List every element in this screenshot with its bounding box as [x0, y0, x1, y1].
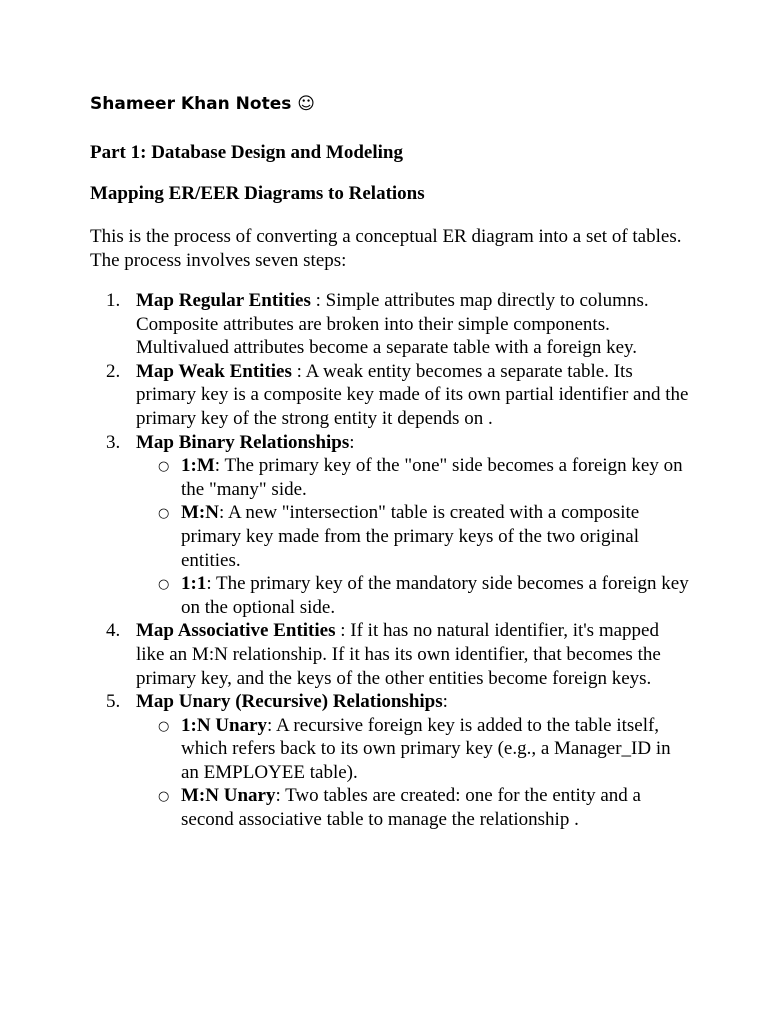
- section-heading: Mapping ER/EER Diagrams to Relations: [90, 183, 425, 204]
- circle-bullet-icon: ○: [158, 789, 170, 805]
- sub-item: [136, 714, 690, 785]
- step-number: 4.: [106, 620, 121, 642]
- sub-text: : The primary key of the "one" side becomes a foreign key on the "many" side.: [181, 455, 683, 500]
- circle-bullet-icon: ○: [158, 506, 170, 522]
- sub-text: : The primary key of the mandatory side becomes a foreign key on the optional side.: [181, 573, 689, 618]
- sub-item: [136, 501, 690, 572]
- step-number: 3.: [106, 431, 121, 453]
- step-item: [90, 431, 690, 620]
- sub-label: 1:M: [181, 455, 215, 477]
- step-text: : A weak entity becomes a separate table. Its primary key is a composite key made of its own partial identifier and the primary key of the strong entity it depends on .: [136, 360, 689, 429]
- step-item: [90, 690, 690, 832]
- sub-text: : A recursive foreign key is added to the table itself, which refers back to its own primary key (e.g., a Manager_ID in an EMPLOYEE table).: [181, 714, 671, 783]
- sub-label: 1:1: [181, 573, 207, 595]
- sub-list: [136, 714, 690, 832]
- step-title: Map Associative Entities: [136, 620, 336, 642]
- sub-item: [136, 784, 690, 831]
- sub-label: M:N: [181, 502, 219, 524]
- step-text: : If it has no natural identifier, it's mapped like an M:N relationship. If it has its own identifier, that becomes the primary key, and the keys of the other entities become foreign keys.: [136, 620, 661, 689]
- part-heading: Part 1: Database Design and Modeling: [90, 142, 403, 163]
- step-text: :: [442, 691, 448, 713]
- author-name: Shameer Khan Notes: [90, 94, 292, 114]
- step-title: Map Unary (Recursive) Relationships: [136, 691, 443, 713]
- circle-bullet-icon: ○: [158, 577, 170, 593]
- step-title: Map Weak Entities: [136, 360, 292, 382]
- author-line: [90, 92, 315, 116]
- sub-text: : Two tables are created: one for the entity and a second associative table to manage the relationship .: [181, 785, 641, 831]
- step-item: [90, 360, 690, 431]
- sub-item: [136, 572, 690, 619]
- step-number: 1.: [106, 290, 121, 311]
- step-number: 2.: [106, 360, 121, 382]
- sub-list: [136, 454, 690, 619]
- step-item: [90, 289, 690, 360]
- circle-bullet-icon: ○: [158, 459, 170, 475]
- circle-bullet-icon: ○: [158, 718, 170, 734]
- step-text: :: [349, 431, 355, 453]
- steps-list: [90, 289, 690, 832]
- step-item: [90, 619, 690, 690]
- intro-paragraph: This is the process of converting a conceptual ER diagram into a set of tables. The process involves seven steps:: [90, 226, 682, 271]
- sub-label: 1:N Unary: [181, 714, 268, 736]
- step-number: 5.: [106, 691, 121, 713]
- sub-item: [136, 454, 690, 501]
- sub-text: : A new "intersection" table is created with a composite primary key made from the primary keys of the two original entities.: [181, 502, 640, 571]
- smiley-icon: ☺: [297, 94, 315, 114]
- step-text: : Simple attributes map directly to columns. Composite attributes are broken into their simple components. Multivalued attributes become a separate table with a foreign key.: [136, 290, 649, 359]
- step-title: Map Binary Relationships: [136, 431, 350, 453]
- step-title: Map Regular Entities: [136, 290, 311, 311]
- sub-label: M:N Unary: [181, 785, 276, 807]
